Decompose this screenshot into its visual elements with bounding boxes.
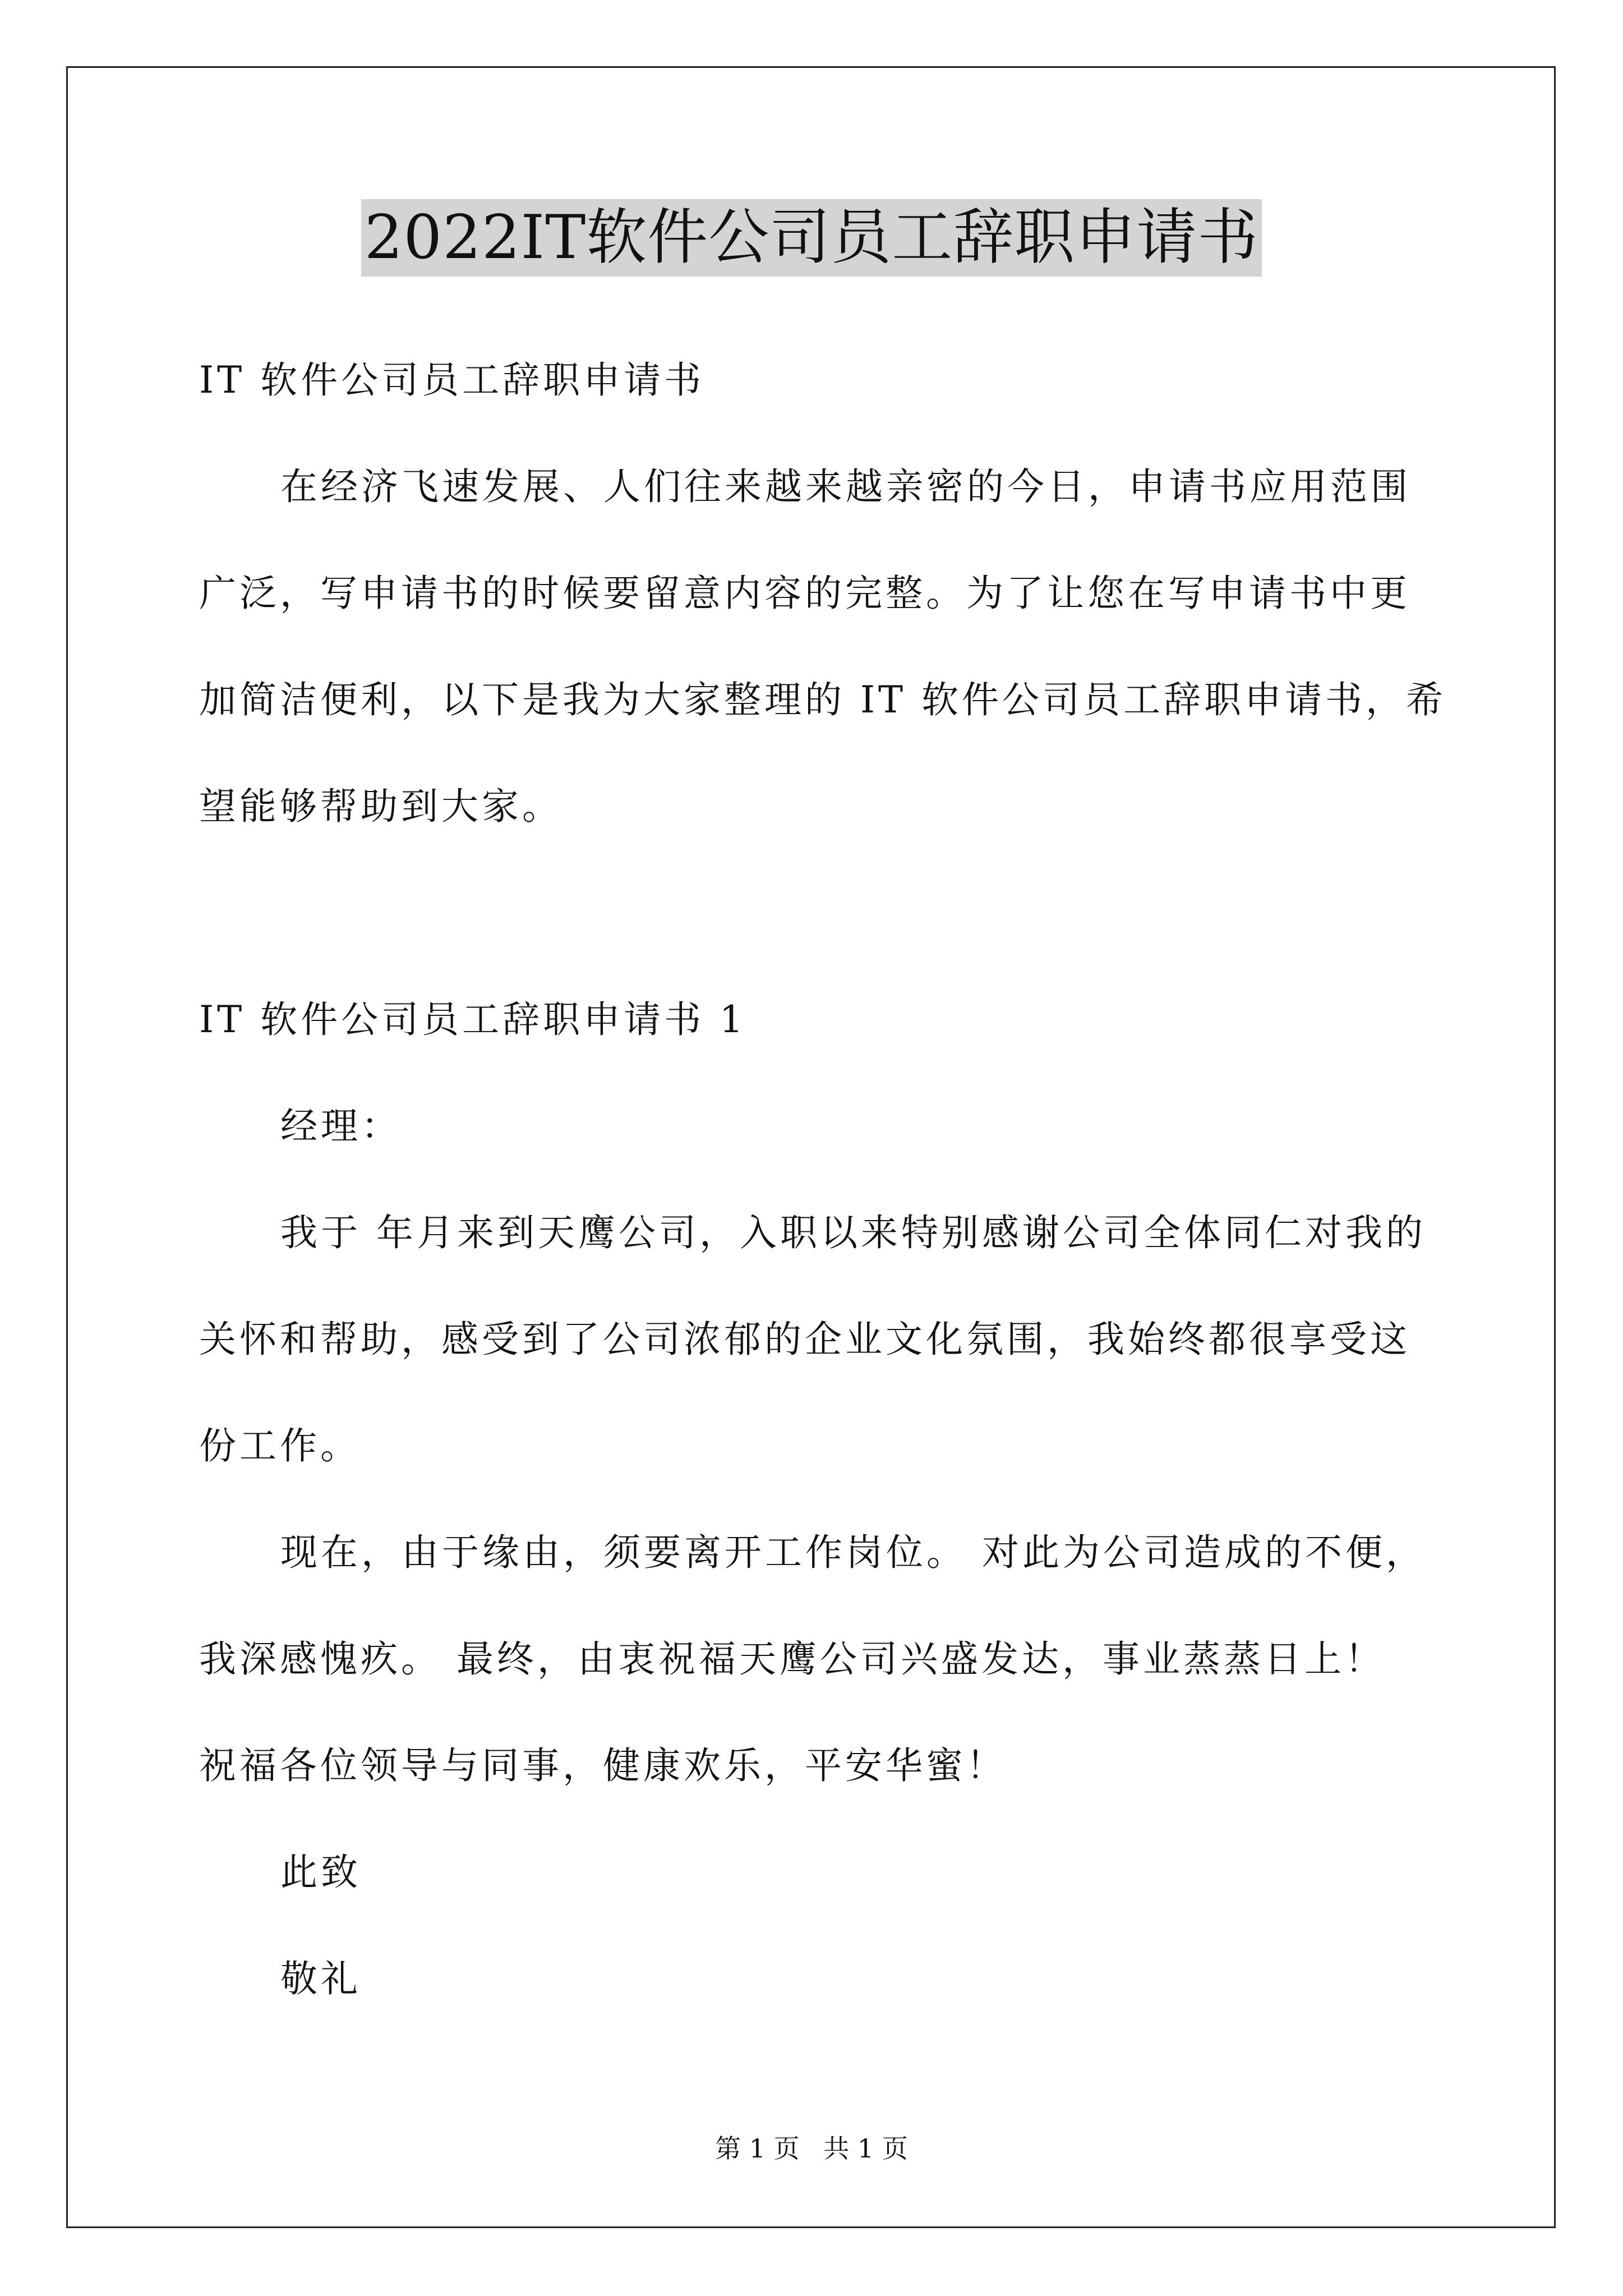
body-paragraph-2-line-2: 我深感愧疚。 最终，由衷祝福天鹰公司兴盛发达，事业蒸蒸日上！ bbox=[199, 1637, 1385, 1681]
page-footer bbox=[0, 2132, 1623, 2165]
closing-jingli: 敬礼 bbox=[280, 1957, 361, 2000]
intro-paragraph-line-2: 广泛，写申请书的时候要留意内容的完整。为了让您在写申请书中更 bbox=[199, 572, 1410, 615]
salutation: 经理： bbox=[280, 1105, 402, 1148]
closing-cizhi: 此致 bbox=[280, 1851, 361, 1894]
section-heading: IT 软件公司员工辞职申请书 1 bbox=[199, 998, 747, 1041]
intro-paragraph-line-3: 加简洁便利，以下是我为大家整理的 IT 软件公司员工辞职申请书，希 bbox=[199, 678, 1447, 721]
intro-paragraph-line-4: 望能够帮助到大家。 bbox=[199, 785, 562, 828]
page-number-total: 共 1 页 bbox=[823, 2133, 908, 2164]
body-paragraph-1-line-1: 我于 年月来到天鹰公司，入职以来特别感谢公司全体同仁对我的 bbox=[280, 1211, 1426, 1254]
intro-paragraph-line-1: 在经济飞速发展、人们往来越来越亲密的今日，申请书应用范围 bbox=[280, 465, 1411, 508]
document-title: 2022IT软件公司员工辞职申请书 bbox=[361, 199, 1262, 277]
page-number-current: 第 1 页 bbox=[715, 2133, 800, 2164]
body-paragraph-1-line-3: 份工作。 bbox=[199, 1424, 361, 1467]
subtitle-line: IT 软件公司员工辞职申请书 bbox=[199, 358, 705, 402]
title-container bbox=[0, 199, 1623, 277]
body-paragraph-1-line-2: 关怀和帮助，感受到了公司浓郁的企业文化氛围，我始终都很享受这 bbox=[199, 1318, 1410, 1361]
body-paragraph-2-line-3: 祝福各位领导与同事，健康欢乐，平安华蜜！ bbox=[199, 1744, 1007, 1787]
body-paragraph-2-line-1: 现在，由于缘由，须要离开工作岗位。 对此为公司造成的不便， bbox=[280, 1531, 1426, 1574]
